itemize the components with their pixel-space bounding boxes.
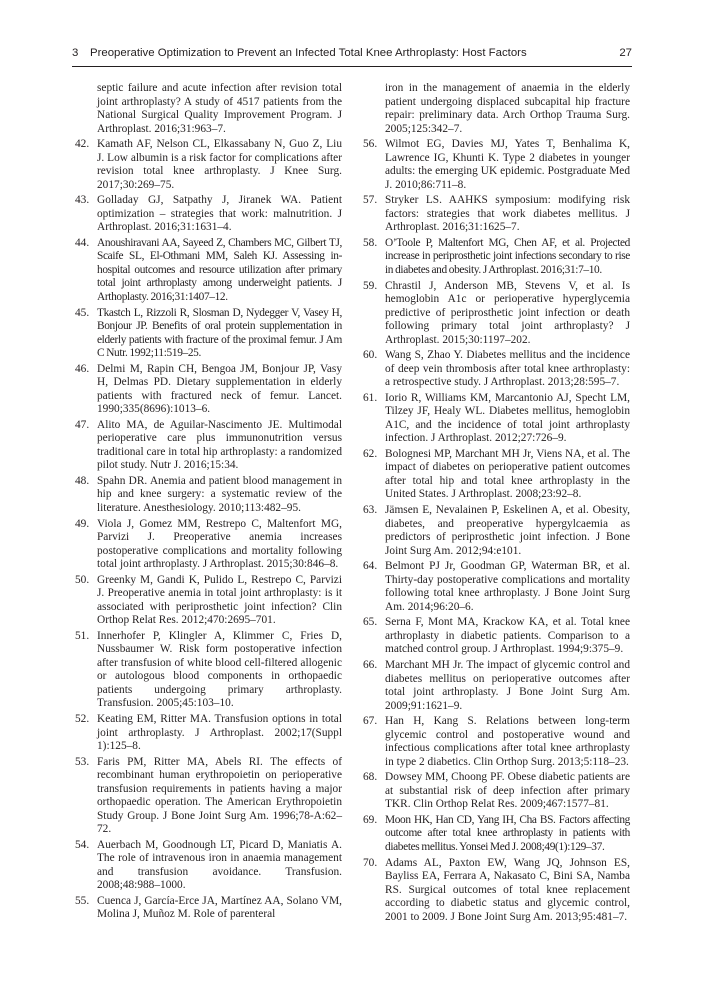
reference-item — [75, 237, 342, 305]
reference-text: Greenky M, Gandi K, Pulido L, Restrepo C, Parvizi J. Preoperative anemia in total joint arthroplasty: is it associated with periprosthetic joint infection? Clin Orthop Relat Res. 2012;470:2695–701. — [97, 573, 342, 627]
reference-number: 57. — [363, 194, 378, 207]
reference-item — [75, 630, 342, 711]
reference-number: 50. — [75, 573, 90, 586]
reference-text: Keating EM, Ritter MA. Transfusion options in total joint arthroplasty. J Arthroplast. 2002;17(Suppl 1):125–8. — [97, 713, 342, 753]
reference-item — [75, 895, 342, 922]
reference-text: Marchant MH Jr. The impact of glycemic control and diabetes mellitus on perioperative outcomes after total joint arthroplasty. J Bone Joint Surg Am. 2009;91:1621–9. — [385, 659, 630, 712]
reference-number: 70. — [363, 856, 378, 869]
reference-item — [363, 280, 630, 348]
reference-text: Alito MA, de Aguilar-Nascimento JE. Multimodal perioperative care plus immunonutrition versus traditional care in total hip arthroplasty: a randomized pilot study. Nutr J. 2016;15:34. — [97, 418, 342, 472]
reference-text: septic failure and acute infection after revision total joint arthroplasty? A study of 4517 patients from the National Surgical Quality Improvement Program. J Arthroplast. 2016;31:963–7. — [97, 82, 342, 135]
reference-number: 65. — [363, 616, 378, 629]
reference-item — [363, 392, 630, 446]
reference-item — [75, 194, 342, 235]
reference-item — [363, 715, 630, 769]
reference-text: Delmi M, Rapin CH, Bengoa JM, Bonjour JP, Vasy H, Delmas PD. Dietary supplementation in elderly patients with fractured neck of femur. Lancet. 1990;335(8696):1013–6. — [97, 362, 342, 416]
reference-item — [363, 857, 630, 925]
running-header — [72, 44, 632, 64]
reference-number: 63. — [363, 504, 378, 517]
reference-text: Faris PM, Ritter MA, Abels RI. The effects of recombinant human erythropoietin on perioperative transfusion requirements in patients having a major orthopaedic operation. The American Erythropoietin Study Group. J Bone Joint Surg Am. 1996;78-A:62–72. — [97, 755, 342, 836]
reference-item — [75, 839, 342, 893]
reference-number: 53. — [75, 755, 90, 768]
reference-text: O’Toole P, Maltenfort MG, Chen AF, et al. Projected increase in periprosthetic joint infections secondary to rise in diabetes and obesity. J Arthroplast. 2016;31:7–10. — [385, 236, 630, 276]
reference-number: 58. — [363, 236, 378, 249]
reference-number: 59. — [363, 279, 378, 292]
reference-column-left — [75, 82, 342, 924]
reference-item — [75, 138, 342, 192]
reference-item — [363, 138, 630, 192]
reference-text: Chrastil J, Anderson MB, Stevens V, et al. Is hemoglobin A1c or perioperative hyperglycemia predictive of periprosthetic joint infection or death following primary total joint arthroplasty? J Arthroplast. 2015;30:1197–202. — [385, 279, 630, 346]
reference-text: Iorio R, Williams KM, Marcantonio AJ, Specht LM, Tilzey JF, Healy WL. Diabetes mellitus, hemoglobin A1C, and the incidence of total joint arthroplasty infection. J Arthroplast. 2012;27:726–9. — [385, 391, 630, 445]
reference-text: Wang S, Zhao Y. Diabetes mellitus and the incidence of deep vein thrombosis after total knee arthroplasty: a retrospective study. J Arthroplast. 2013;28:595–7. — [385, 349, 630, 389]
reference-number: 45. — [75, 306, 90, 319]
reference-item — [363, 616, 630, 657]
reference-item — [75, 518, 342, 572]
reference-continuation — [75, 82, 342, 136]
reference-item — [363, 349, 630, 390]
reference-number: 48. — [75, 474, 90, 487]
reference-item — [363, 237, 630, 278]
reference-item — [363, 771, 630, 812]
reference-text: iron in the management of anaemia in the elderly patient undergoing displaced subcapital hip fracture repair: preliminary data. Arch Orthop Trauma Surg. 2005;125:342–7. — [385, 82, 630, 135]
reference-item — [75, 419, 342, 473]
reference-number: 54. — [75, 838, 90, 851]
reference-number: 51. — [75, 629, 90, 642]
reference-text: Auerbach M, Goodnough LT, Picard D, Maniatis A. The role of intravenous iron in anaemia management and transfusion avoidance. Transfusion. 2008;48:988–1000. — [97, 838, 342, 892]
chapter-title: Preoperative Optimization to Prevent an Infected Total Knee Arthroplasty: Host Factors — [90, 47, 527, 59]
reference-number: 60. — [363, 349, 378, 362]
reference-item — [363, 194, 630, 235]
reference-text: Cuenca J, García-Erce JA, Martínez AA, Solano VM, Molina J, Muñoz M. Role of parenteral — [97, 894, 342, 921]
reference-number: 64. — [363, 560, 378, 573]
reference-item — [75, 574, 342, 628]
reference-text: Serna F, Mont MA, Krackow KA, et al. Total knee arthroplasty in diabetic patients. Comparison to a matched control group. J Arthroplast. 1994;9:375–9. — [385, 616, 630, 656]
reference-number: 61. — [363, 391, 378, 404]
reference-number: 69. — [363, 813, 378, 826]
reference-number: 52. — [75, 713, 90, 726]
reference-item — [75, 713, 342, 754]
reference-item — [363, 659, 630, 713]
reference-number: 42. — [75, 138, 90, 151]
reference-number: 44. — [75, 236, 90, 249]
reference-number: 47. — [75, 418, 90, 431]
reference-item — [363, 504, 630, 558]
reference-item — [75, 475, 342, 516]
reference-item — [363, 560, 630, 614]
reference-text: Innerhofer P, Klingler A, Klimmer C, Fries D, Nussbaumer W. Risk form postoperative infection after transfusion of white blood cell-filtered allogenic or autologous blood components in orthopaedic patients undergoing primary arthroplasty. Transfusion. 2005;45:103–10. — [97, 629, 342, 710]
reference-continuation — [363, 82, 630, 136]
reference-text: Dowsey MM, Choong PF. Obese diabetic patients are at substantial risk of deep infection after primary TKR. Clin Orthop Relat Res. 2009;467:1577–81. — [385, 771, 630, 811]
page-number: 27 — [619, 47, 632, 59]
reference-number: 67. — [363, 715, 378, 728]
reference-text: Adams AL, Paxton EW, Wang JQ, Johnson ES, Bayliss EA, Ferrara A, Nakasato C, Bini SA, Namba RS. Surgical outcomes of total knee replacement according to diabetic status and glycemic control, 2001 to 2009. J Bone Joint Surg Am. 2013;95:481–7. — [385, 856, 630, 923]
reference-text: Golladay GJ, Satpathy J, Jiranek WA. Patient optimization – strategies that work: malnutrition. J Arthroplast. 2016;31:1631–4. — [97, 194, 342, 234]
reference-number: 43. — [75, 194, 90, 207]
reference-number: 62. — [363, 447, 378, 460]
reference-text: Belmont PJ Jr, Goodman GP, Waterman BR, et al. Thirty-day postoperative complications and mortality following total knee arthroplasty. J Bone Joint Surg Am. 2014;96:20–6. — [385, 560, 630, 613]
reference-item — [75, 756, 342, 837]
reference-item — [363, 814, 630, 855]
chapter-number: 3 — [72, 47, 79, 59]
reference-text: Kamath AF, Nelson CL, Elkassabany N, Guo Z, Liu J. Low albumin is a risk factor for complications after revision total knee arthroplasty. J Knee Surg. 2017;30:269–75. — [97, 138, 342, 191]
reference-text: Moon HK, Han CD, Yang IH, Cha BS. Factors affecting outcome after total knee arthroplasty in patients with diabetes mellitus. Yonsei Med J. 2008;49(1):129–37. — [385, 813, 630, 853]
reference-text: Wilmot EG, Davies MJ, Yates T, Benhalima K, Lawrence IG, Khunti K. Type 2 diabetes in younger adults: the emerging UK epidemic. Postgraduate Med J. 2010;86:711–8. — [385, 138, 630, 191]
reference-column-right — [363, 82, 630, 926]
reference-text: Spahn DR. Anemia and patient blood management in hip and knee surgery: a systematic review of the literature. Anesthesiology. 2010;113:482–95. — [97, 474, 342, 514]
reference-text: Bolognesi MP, Marchant MH Jr, Viens NA, et al. The impact of diabetes on perioperative patient outcomes after total hip and total knee arthroplasty in the United States. J Arthroplast. 2008;23:92–8. — [385, 447, 630, 501]
reference-text: Stryker LS. AAHKS symposium: modifying risk factors: strategies that work diabetes mellitus. J Arthroplast. 2016;31:1625–7. — [385, 194, 630, 234]
reference-text: Han H, Kang S. Relations between long-term glycemic control and postoperative wound and infectious complications after total knee arthroplasty in type 2 diabetics. Clin Orthop Surg. 2013;5:118–23. — [385, 715, 630, 768]
reference-number: 49. — [75, 517, 90, 530]
reference-text: Anoushiravani AA, Sayeed Z, Chambers MC, Gilbert TJ, Scaife SL, El-Othmani MM, Saleh KJ. Assessing in-hospital outcomes and resource utilization after primary total joint arthroplasty among underweight patients. J Arthoplasty. 2016;31:1407–12. — [97, 236, 342, 303]
reference-text: Tkastch L, Rizzoli R, Slosman D, Nydegger V, Vasey H, Bonjour JP. Benefits of oral protein supplementation in elderly patients with fracture of the proximal femur. J Am C Nutr. 1992;11:519–25. — [97, 306, 342, 360]
reference-item — [75, 307, 342, 361]
header-rule — [72, 66, 632, 67]
reference-item — [75, 363, 342, 417]
reference-number: 55. — [75, 894, 90, 907]
reference-number: 66. — [363, 659, 378, 672]
reference-item — [363, 448, 630, 502]
reference-number: 46. — [75, 362, 90, 375]
reference-text: Viola J, Gomez MM, Restrepo C, Maltenfort MG, Parvizi J. Preoperative anemia increases postoperative complications and mortality following total joint arthroplasty. J Arthroplast. 2015;30:846–8. — [97, 517, 342, 571]
reference-number: 68. — [363, 771, 378, 784]
reference-text: Jämsen E, Nevalainen P, Eskelinen A, et al. Obesity, diabetes, and preoperative hypergylcaemia as predictors of periprosthetic joint infection. J Bone Joint Surg Am. 2012;94:e101. — [385, 504, 630, 557]
reference-number: 56. — [363, 138, 378, 151]
